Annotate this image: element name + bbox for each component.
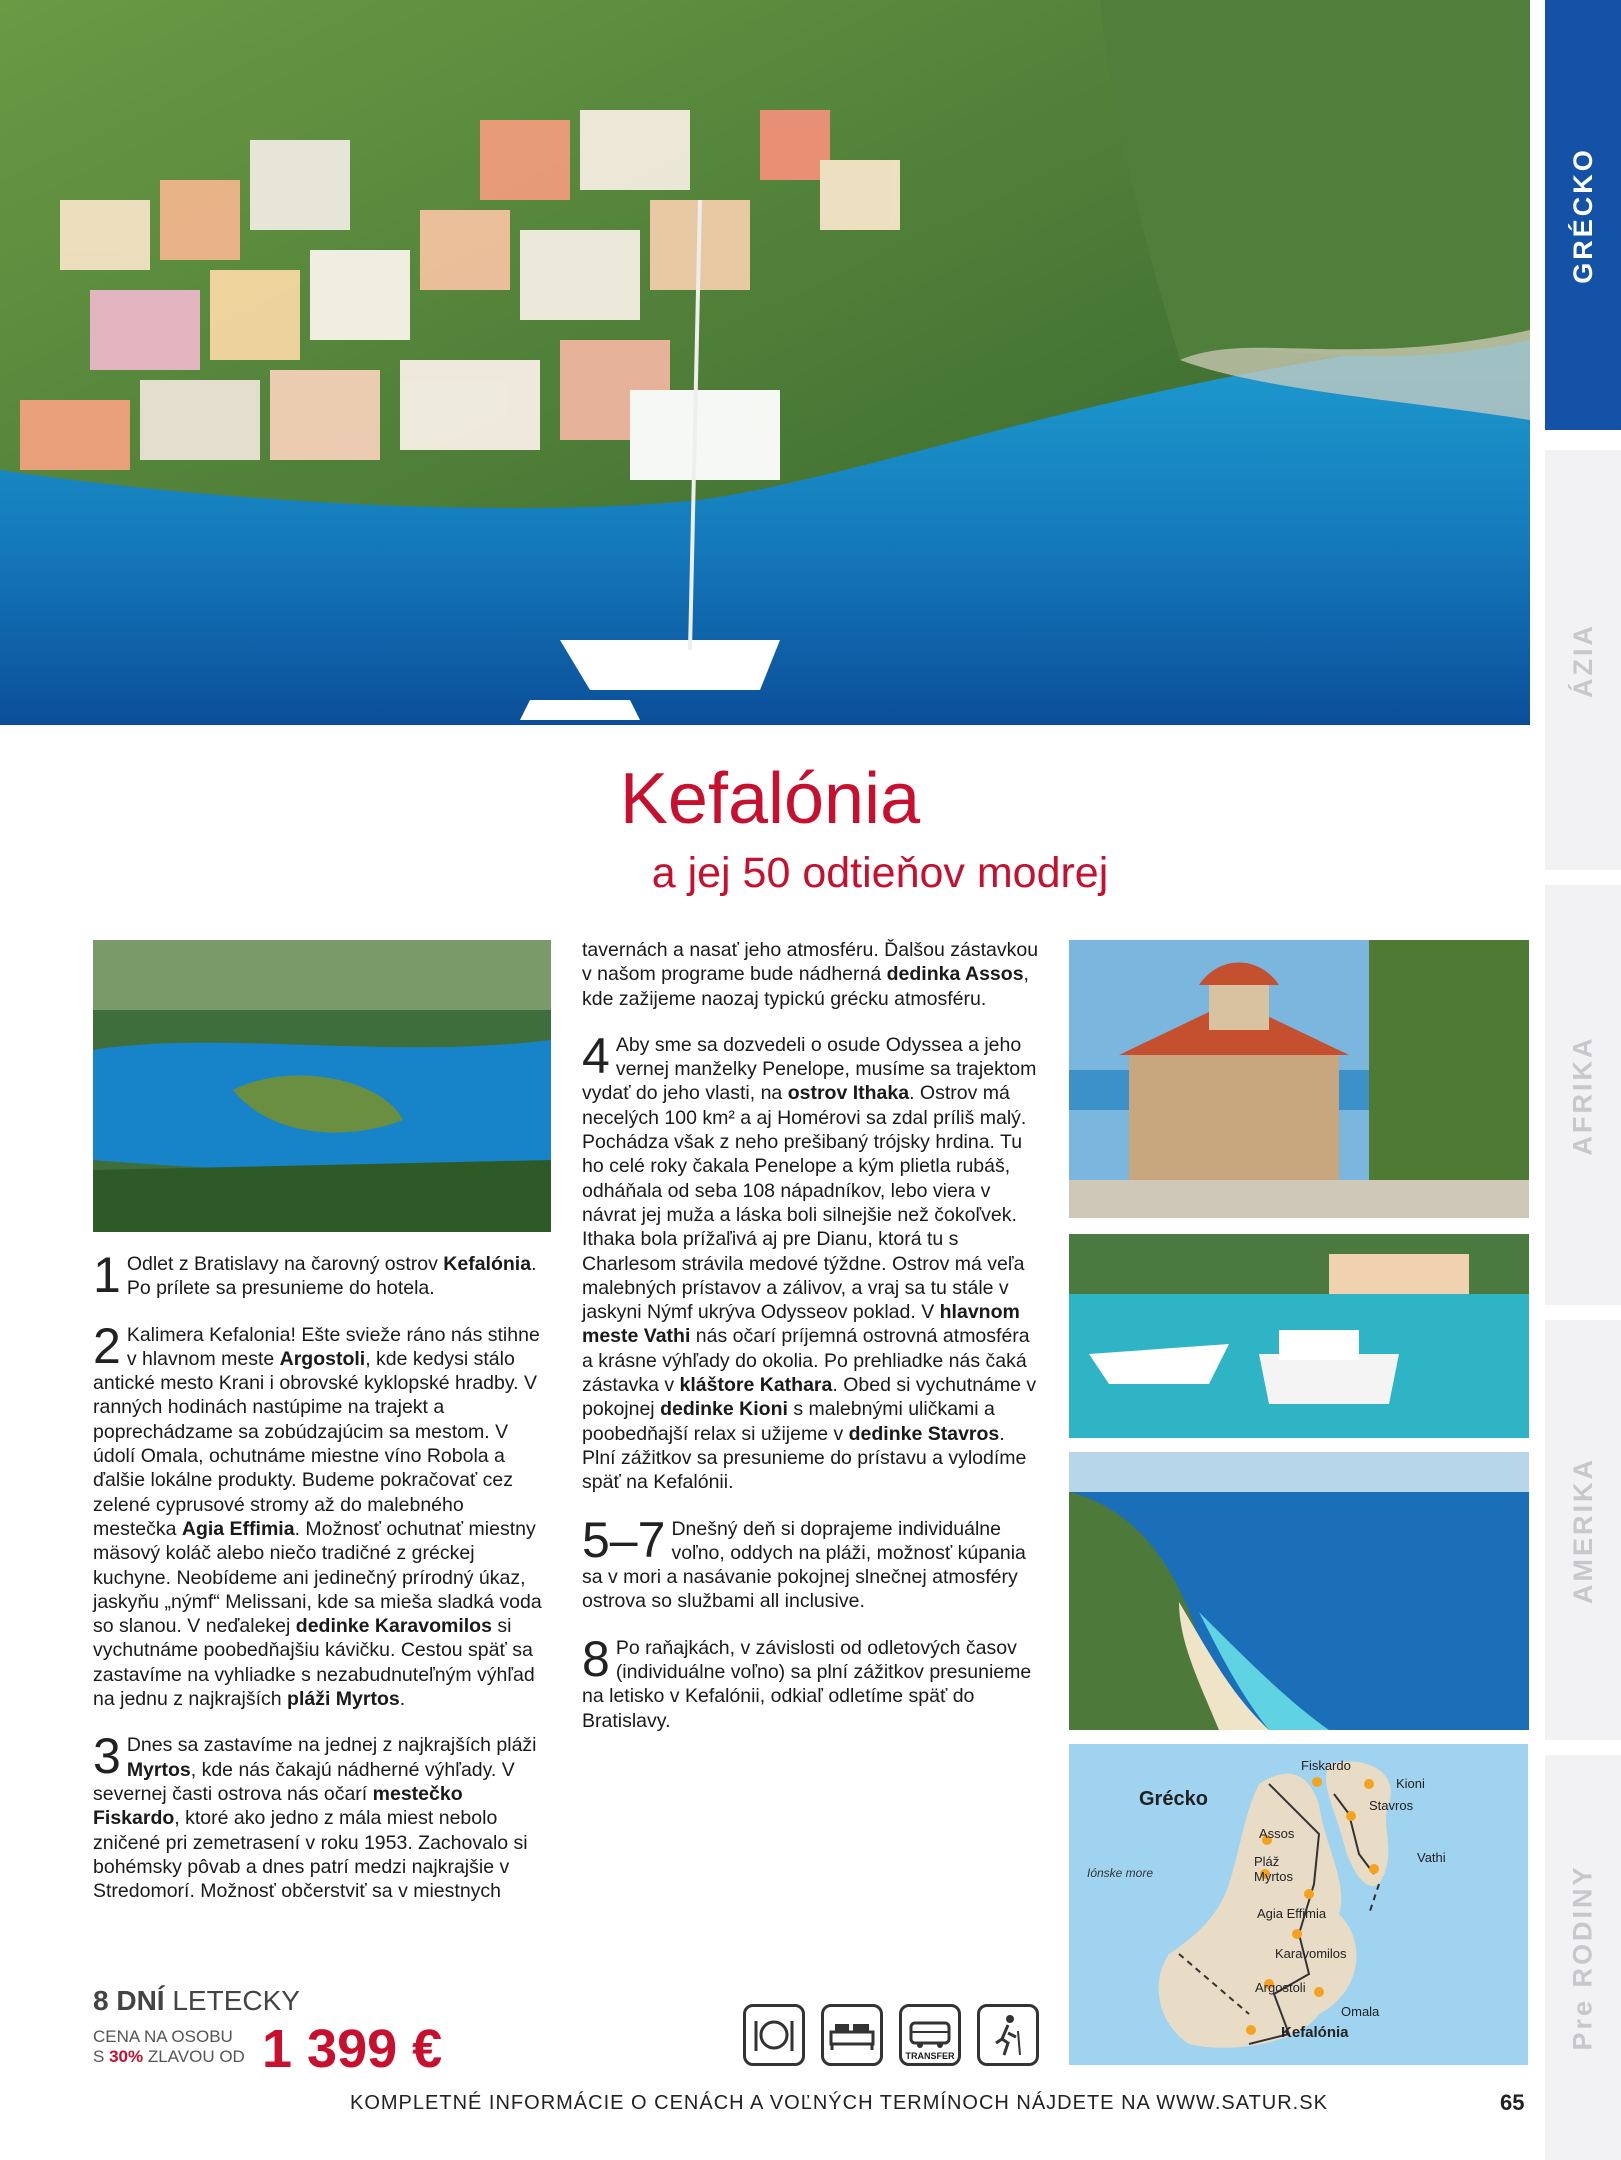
transfer-bus-icon	[899, 2004, 961, 2066]
map-label-myrtos: Pláž Myrtos	[1254, 1854, 1293, 1884]
day-number: 2	[93, 1317, 121, 1374]
day-5-7	[582, 1511, 1042, 1614]
price-value: 1 399 €	[262, 2019, 443, 2079]
photo-assos-aerial	[93, 940, 551, 1232]
day-3	[93, 1728, 543, 1903]
map-country-label: Grécko	[1139, 1788, 1208, 1810]
photo-chapel	[1069, 940, 1529, 1218]
map-label-kefalonia: Kefalónia	[1281, 2024, 1349, 2041]
footer-info: KOMPLETNÉ INFORMÁCIE O CENÁCH A VOĽNÝCH TERMÍNOCH NÁJDETE NA WWW.SATUR.SK	[350, 2092, 1328, 2114]
day-number: 5–7	[582, 1511, 666, 1568]
map-label-kioni: Kioni	[1396, 1776, 1425, 1791]
tab-afrika[interactable]: AFRIKA	[1545, 885, 1621, 1305]
map-label-argostoli: Argostoli	[1255, 1980, 1306, 1995]
section-tabs	[1545, 0, 1621, 2160]
day-text: Dnešný deň si doprajeme individuálne voľno, oddych na pláži, možnosť kúpania sa v mori a nasávanie pokojnej slnečnej atmosféry ostrova so službami all inclusive.	[582, 1517, 1026, 1613]
map-label-assos: Assos	[1259, 1826, 1295, 1841]
photo-boats	[1069, 1234, 1529, 1438]
page-subtitle: a jej 50 odtieňov modrej	[651, 849, 1109, 897]
map-label-omala: Omala	[1341, 2004, 1380, 2019]
day-1	[93, 1247, 543, 1303]
tab-pre-rodiny[interactable]: Pre RODINY	[1545, 1755, 1621, 2160]
day-text: Odlet z Bratislavy na čarovný ostrov Kefalónia. Po prílete sa presunieme do hotela.	[126, 1253, 537, 1300]
trip-duration: 8 DNÍ LETECKY	[93, 1985, 300, 2016]
hotel-bed-icon	[821, 2004, 883, 2066]
transfer-label: TRANSFER	[905, 2051, 955, 2061]
page-number: 65	[1500, 2090, 1525, 2115]
page-title: Kefalónia	[619, 759, 921, 839]
day-number: 1	[93, 1247, 121, 1303]
itinerary-column-left	[93, 1247, 543, 1925]
day-4	[582, 1027, 1042, 1495]
price-label: CENA NA OSOBU S 30% ZLAVOU OD	[93, 2027, 245, 2066]
map-label-stavros: Stavros	[1369, 1798, 1414, 1813]
map-sea-label: Iónske more	[1086, 1866, 1154, 1880]
tab-amerika[interactable]: AMERIKA	[1545, 1320, 1621, 1740]
day-number: 3	[93, 1728, 121, 1785]
route-map	[1069, 1744, 1528, 2065]
day-number: 4	[582, 1027, 610, 1084]
day-3-continued	[582, 938, 1042, 1011]
all-inclusive-dining-icon	[743, 2004, 805, 2066]
map-label-vathi: Vathi	[1417, 1850, 1446, 1865]
hiking-trip-icon	[977, 2004, 1039, 2066]
day-text: Po raňajkách, v závislosti od odletových časov (individuálne voľno) sa plní zážitkov presunieme na letisko v Kefalónii, odkiaľ odletíme späť do Bratislavy.	[582, 1636, 1032, 1732]
day-8	[582, 1630, 1042, 1733]
tab-azia[interactable]: ÁZIA	[1545, 450, 1621, 870]
day-text: Aby sme sa dozvedeli o osude Odyssea a jeho vernej manželky Penelope, musíme sa trajektom vydať do jeho vlasti, na ostrov Ithaka. Ostrov má necelých 100 km² a aj Homérovi sa zdal príliš malý. Pochádza však z neho prešibaný trójsky hrdina. Tu ho celé roky čakala Penelope a kým plietla rubáš, odháňala od seba 108 nápadníkov, lebo viera v návrat jej muža a láska boli silnejšie než čokoľvek. Ithaka bola prížaľivá aj pre Dianu, ktorá tu s Charlesom strávila medové týždne. Ostrov má veľa malebných prístavov a zálivov, a vraj sa tu stále v jaskyni Nýmf ukrýva Odysseov poklad. V hlavnom meste Vathi nás očarí príjemná ostrovná atmosféra a krásne výhľady do okolia. Po prehliadke nás čaká zástavka v kláštore Kathara. Obed si vychutnáme v pokojnej dedinke Kioni s malebnými uličkami a poobedňajší relax si užijeme v dedinke Stavros. Plní zážitkov sa presunieme do prístavu a vylodíme späť na Kefalónii.	[582, 1033, 1037, 1494]
discount-percent: 30%	[109, 2047, 144, 2066]
map-label-karavomilos: Karavomilos	[1275, 1946, 1347, 1961]
map-label-agia-effimia: Agia Effimia	[1257, 1906, 1327, 1921]
map-label-fiskardo: Fiskardo	[1301, 1758, 1351, 1773]
day-text: Dnes sa zastavíme na jednej z najkrajších pláži Myrtos, kde nás čakajú nádherné výhľady. V severnej časti ostrova nás očarí mestečko Fiskardo, ktoré ako jedno z mála miest nebolo zničené pri zemetrasení v roku 1953. Zachovalo si bohémsky pôvab a dnes patrí medzi najkrajšie v Stredomorí. Možnosť občerstviť sa v miestnych	[93, 1734, 537, 1903]
day-2	[93, 1317, 543, 1712]
day-text: Kalimera Kefalonia! Ešte svieže ráno nás stihne v hlavnom meste Argostoli, kde kedysi stálo antické mesto Krani i obrovské kyklopské hradby. V ranných hodinách nastúpime na trajekt a poprechádzame sa zobúdzajúcim sa mestom. V údolí Omala, ochutnáme miestne víno Robola a ďalšie lokálne produkty. Budeme pokračovať cez zelené cyprusové stromy až do malebného mestečka Agia Effimia. Možnosť ochutnať miestny mäsový koláč alebo niečo tradičné z gréckej kuchyne. Neobídeme ani jedinečný prírodný úkaz, jaskyňu „nýmf“ Melissani, kde sa mieša sladká voda so slanou. V neďalekej dedinke Karavomilos si vychutnáme poobedňajšiu kávičku. Cestou späť sa zastavíme na vyhliadke s nezabudnuteľným výhľad na jednu z najkrajších pláži Myrtos.	[93, 1323, 542, 1711]
hero-photo	[0, 0, 1530, 725]
photo-myrtos-beach	[1069, 1452, 1529, 1730]
day-number: 8	[582, 1630, 610, 1687]
day-text: tavernách a nasať jeho atmosféru. Ďalšou zástavkou v našom programe bude nádherná dedinka Assos, kde zažijeme naozaj typickú grécku atmosféru.	[582, 939, 1039, 1010]
tab-grecko[interactable]: GRÉCKO	[1545, 0, 1621, 430]
itinerary-column-middle	[582, 938, 1042, 1755]
